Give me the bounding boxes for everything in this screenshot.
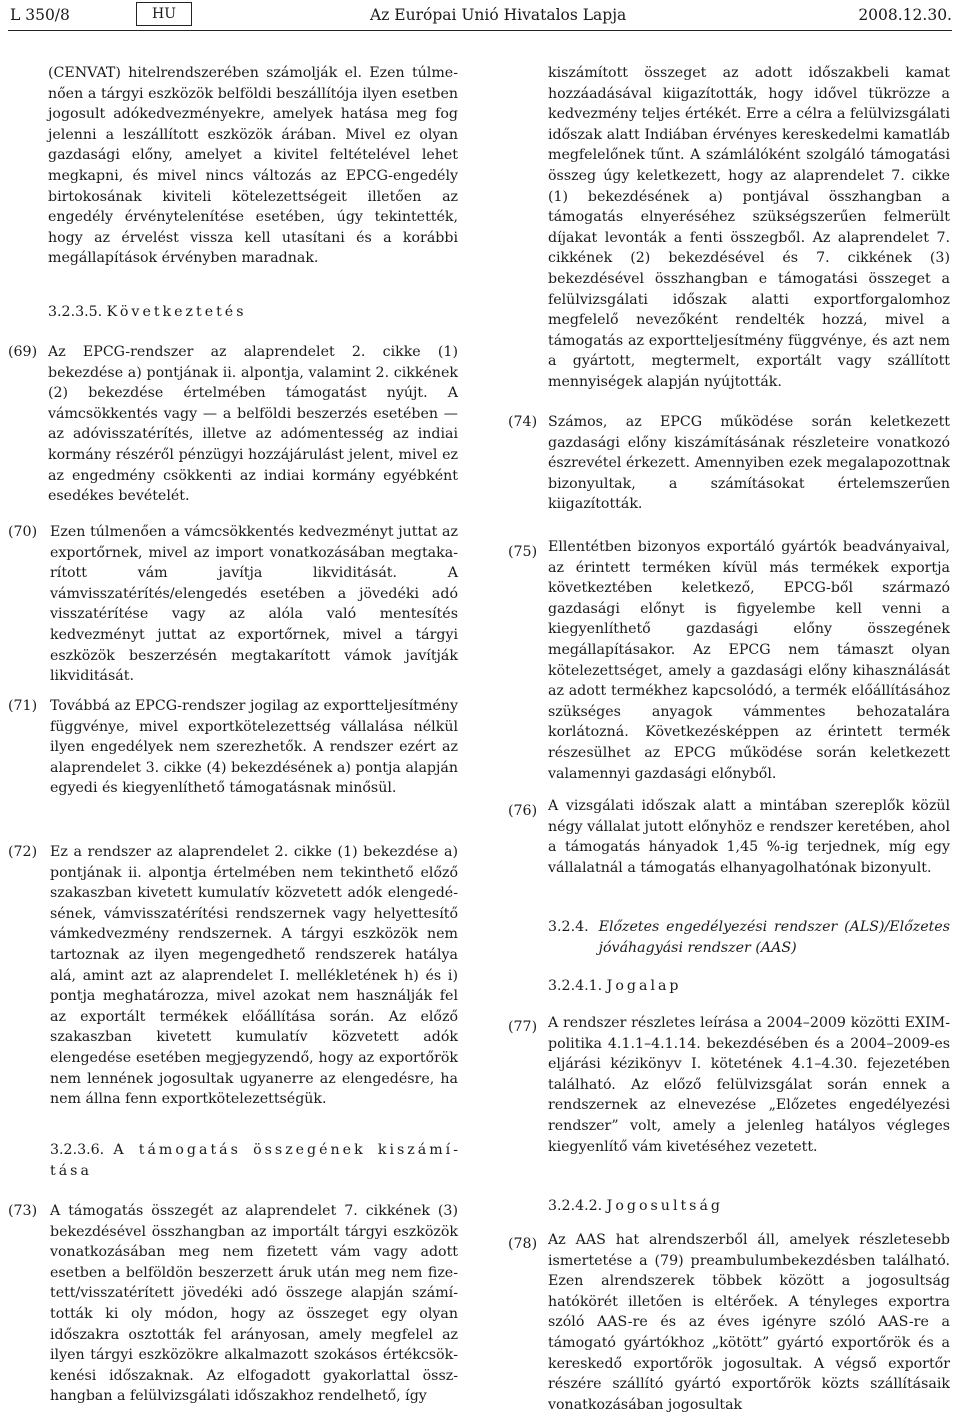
page-number: L 350/8 xyxy=(10,6,70,24)
section-heading-3-2-3-6 xyxy=(50,1140,458,1181)
section-heading-3-2-4 xyxy=(548,917,950,958)
paragraph-74: Számos, az EPCG működése során keletkezett gazdasági előny kiszámításának részleteire vonatkozó észrevétel érkezett. Amennyiben ezek megalapozottnak bizonyultak, a számításokat értelemszerűen kiigazították. xyxy=(548,414,950,513)
paragraph-78: Az AAS hat alrendszerből áll, amelyek részletesebb ismertetése a (79) preambulumbekezdésben található. Ezen alrendszerek többek között a jogosultság hatókörét illetően is eltérőek. A tényleges exportra szóló AAS-re és az éves igényre szóló AAS-re a támogató gyártókhoz „kötött” gyártó exportőrök és a kereskedő exportőrök jogosultak. A végső exportőr részére szállító gyártó exportőrök közts szállításaik vonatkozásában jogosultak xyxy=(548,1232,950,1413)
paragraph-number: (72) xyxy=(8,844,38,860)
heading-number: 3.2.3.6. xyxy=(50,1142,105,1158)
heading-title: Jogalap xyxy=(606,978,682,994)
heading-title: Előzetes engedélyezési rendszer (ALS)/Előzetes jóváhagyási rendszer (AAS) xyxy=(598,919,950,956)
paragraph-73: A támogatás összegét az alaprendelet 7. cikkének (3) bekezdésével összhangban az importált tárgyi eszközök vonatkozásában meg nem fizetett vám vagy adott esetben a belföldön beszerzett áruk után meg nem fizetett/visszatérített jövedéki adó összege alapján számították ki oly módon, hogy az összeget egy olyan időszakra osztották fel arányosan, amely megfelel az ilyen tárgyi eszközökre alkalmazott szokásos értékcsökkenési időszaknak. Az elfogadott gyakorlattal összhangban a felülvizsgálati időszakhoz rendelhető, így xyxy=(50,1203,458,1405)
paragraph-71: Továbbá az EPCG-rendszer jogilag az exportteljesítmény függvénye, mivel exportkötelezettség vállalása nélkül ilyen engedélyek nem szerezhetők. A rendszer ezért az alaprendelet 3. cikke (4) bekezdésének a) pontja alapján egyedi és kiegyenlíthető támogatásnak minősül. xyxy=(50,698,458,797)
heading-number: 3.2.4.1. xyxy=(548,978,603,994)
publication-date: 2008.12.30. xyxy=(858,6,952,24)
paragraph-70: Ezen túlmenően a vámcsökkentés kedvezményt juttat az exportőrnek, mivel az import vonatkozásában megtakarított vám javítja likviditását. A vámvisszatérítés/elengedés esetében a jövedéki adó visszatérítése vagy az alóla való mentesítés kedvezményt juttat az exportőrnek, mivel a tárgyi eszközök beszerzésén megtakarított vámok javítják likviditását. xyxy=(50,524,458,685)
heading-title: Következtetés xyxy=(106,304,247,320)
paragraph-number: (78) xyxy=(508,1236,538,1252)
section-heading-3-2-4-2 xyxy=(548,1196,950,1217)
paragraph-number: (70) xyxy=(8,524,38,540)
paragraph-number: (74) xyxy=(508,414,538,430)
paragraph-76: A vizsgálati időszak alatt a mintában szereplők közül négy vállalat jutott előnyhöz e rendszer keretében, ahol a támogatás hányadok 1,45 %-ig terjednek, míg egy vállalatnál a támogatás elhanyagolhatónak bizonyult. xyxy=(548,798,950,876)
page-header xyxy=(0,0,960,30)
continued-paragraph: (CENVAT) hitelrendszerében számolják el. Ezen túlmenően a tárgyi eszközök belföldi beszállítója ilyen esetben jogosult adókedvezményekre, amelyek hatása meg fog jelenni a leszállított eszközök árában. Mivel ez olyan gazdasági előny, amelyet a kivitel feltételével lehet megkapni, és mivel nincs változás az EPCG-engedély birtokosának kiviteli kötelezettségeit illetően az engedély érvénytelenítése esetében, úgy tekintették, hogy az érvelést vissza kell utasítani és a korábbi megállapítások érvényben maradnak. xyxy=(48,65,458,267)
heading-title: A támogatás összegének kiszámítása xyxy=(50,1142,458,1179)
paragraph-75: Ellentétben bizonyos exportáló gyártók beadványaival, az érintett terméken kívül más termékek exportja következtében keletkező, EPCG-ből származó gazdasági előnyt is figyelembe kell venni a kiegyenlíthető gazdasági előny összegének megállapításakor. Az EPCG nem támaszt olyan kötelezettséget, amely a gazdasági előny kihasználását az adott termékhez kapcsolódó, a termék előállításához szükséges anyagok vámmentes behozatalára korlátozná. Következésképpen az érintett termék részesülhet az EPCG működése során keletkezett valamennyi gazdasági előnyből. xyxy=(548,539,950,782)
section-heading-3-2-3-5 xyxy=(48,302,247,323)
paragraph-number: (73) xyxy=(8,1203,38,1219)
heading-number: 3.2.4.2. xyxy=(548,1198,603,1214)
header-rule xyxy=(8,30,952,31)
section-heading-3-2-4-1 xyxy=(548,976,950,997)
paragraph-77: A rendszer részletes leírása a 2004–2009 közötti EXIMpolitika 4.1.1–4.1.14. bekezdésében és a 2004–2009-es eljárási kézikönyv I. kötetének 4.1–4.30. fejezetében található. Az előző felülvizsgálat során ennek a rendszernek az elnevezése „Előzetes engedélyezési rendszer” volt, amely a jelenleg hatályos végleges kiegyenlítő vám kivetéséhez vezetett. xyxy=(548,1015,950,1155)
paragraph-72: Ez a rendszer az alaprendelet 2. cikke (1) bekezdése a) pontjának ii. alpontja értelmében nem tekinthető előző szakaszban kivetett kumulatív közvetett adók elengedésének, vámvisszatérítési rendszernek vagy helyettesítő vámkedvezmény rendszernek. A tárgyi eszközök nem tartoznak az ilyen megengedhető rendszerek hatálya alá, amint azt az alaprendelet I. mellékletének h) és i) pontja meghatározza, mivel azokat nem használják fel az exportált termékek előállítása során. Az előző szakaszban kivetett kumulatív közvetett adók elengedése esetében megjegyzendő, hogy az exportőrök nem lennének jogosultak ugyanerre az elengedésre, ha nem állna fenn exportkötelezettségük. xyxy=(50,844,458,1108)
journal-title: Az Európai Unió Hivatalos Lapja xyxy=(370,6,627,24)
heading-number: 3.2.4. xyxy=(548,919,589,935)
heading-title: Jogosultság xyxy=(606,1198,724,1214)
continued-paragraph-right: kiszámított összeget az adott időszakbeli kamat hozzáadásával kiigazították, hogy idővel tükrözze a kedvezmény teljes értékét. Erre a célra a felülvizsgálati időszak alatt Indiában érvényes kereskedelmi kamatláb megfelelőnek tűnt. A számlálóként szolgáló támogatási összeg úgy keletkezett, hogy az alaprendelet 7. cikke (1) bekezdésének a) pontjával összhangban a támogatás elnyeréséhez szükségszerűen felmerült díjakat levonták a fenti összegből. Az alaprendelet 7. cikkének (2) bekezdésével és 7. cikkének (3) bekezdésével összhangban e támogatási összeget a felülvizsgálati időszak alatti exportforgalomhoz megfelelő nevezőként rendelték hozzá, mivel a támogatás az exportteljesítmény függvénye, és azt nem a gyártott, megtermelt, exportált vagy szállított mennyiségek alapján nyújtották. xyxy=(548,65,950,390)
paragraph-69: Az EPCG-rendszer az alaprendelet 2. cikke (1) bekezdése a) pontjának ii. alpontja, valamint 2. cikkének (2) bekezdése értelmében támogatást nyújt. A vámcsökkentés vagy — a belföldi beszerzés esetében — az adóvisszatérítés, illetve az adómentesség az indiai kormány részéről pénzügyi hozzájárulást jelent, mivel ez az engedmény csökkenti az indiai kormány egyébként esedékes bevételét. xyxy=(48,344,458,505)
paragraph-number: (69) xyxy=(8,344,38,360)
language-badge: HU xyxy=(136,2,192,26)
paragraph-number: (76) xyxy=(508,803,538,819)
paragraph-number: (77) xyxy=(508,1019,538,1035)
paragraph-number: (71) xyxy=(8,698,38,714)
paragraph-number: (75) xyxy=(508,544,538,560)
heading-number: 3.2.3.5. xyxy=(48,304,103,320)
